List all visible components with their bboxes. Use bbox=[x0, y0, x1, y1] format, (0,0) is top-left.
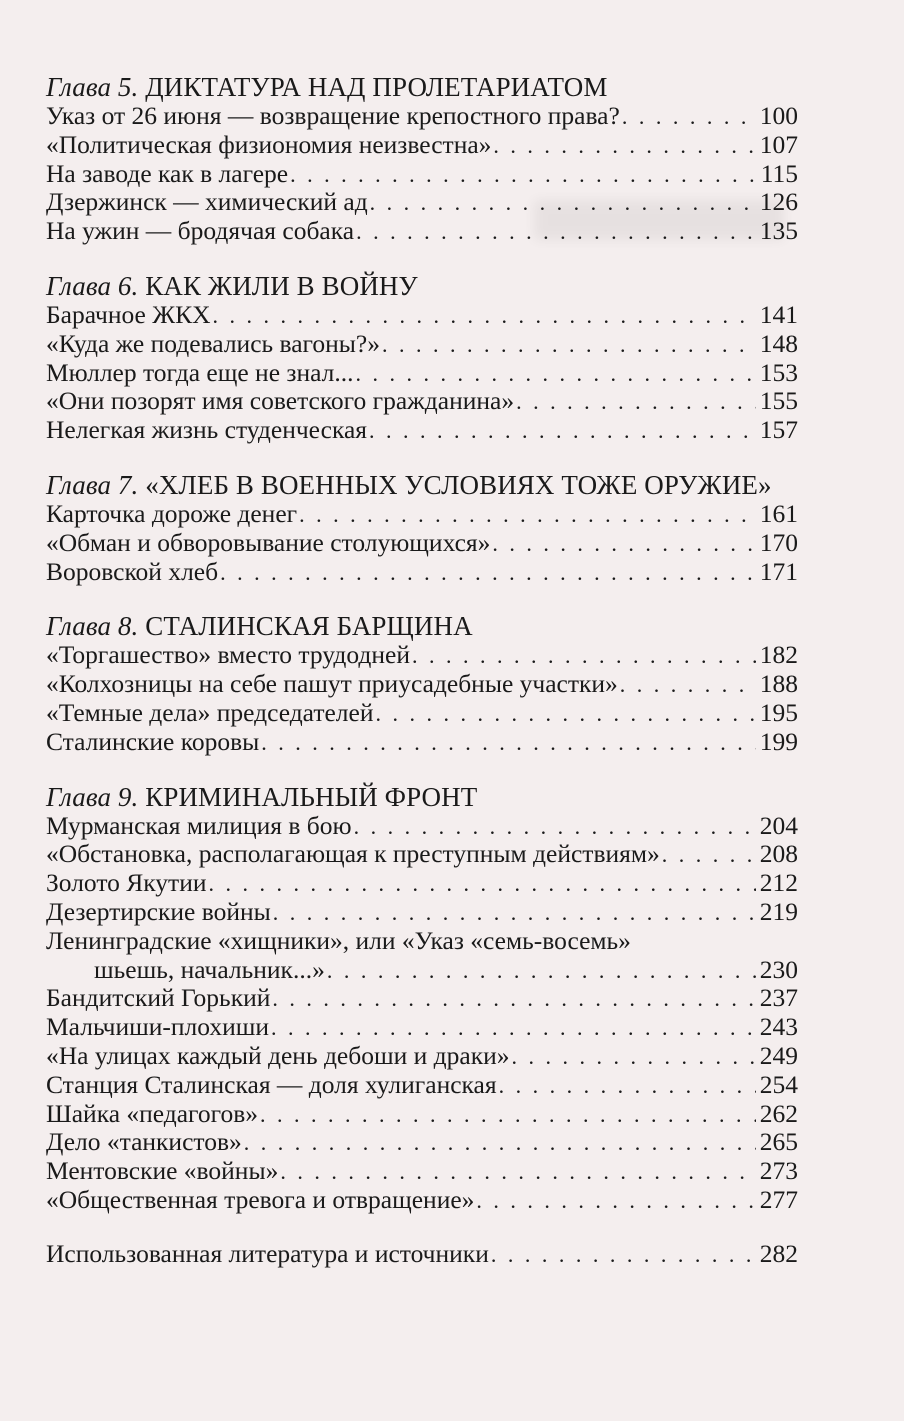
page-number: 265 bbox=[759, 1127, 798, 1157]
toc-entry-continuation bbox=[46, 956, 798, 985]
chapter-title: ДИКТАТУРА НАД ПРОЛЕТАРИАТОМ bbox=[145, 72, 608, 102]
chapter-number: Глава 5. bbox=[46, 72, 139, 102]
page-number: 135 bbox=[759, 216, 798, 246]
toc-entry[interactable] bbox=[46, 984, 798, 1013]
leader-dots bbox=[244, 1129, 756, 1158]
chapter-heading bbox=[46, 782, 798, 812]
entry-title: Шайка «педагогов» bbox=[46, 1098, 258, 1128]
entry-title: «Они позорят имя советского гражданина» bbox=[46, 386, 515, 416]
entry-title: Использованная литература и источники bbox=[46, 1238, 489, 1268]
leader-dots bbox=[622, 103, 756, 132]
entry-title: «На улицах каждый день дебоши и драки» bbox=[46, 1040, 510, 1070]
page-number: 100 bbox=[759, 101, 798, 130]
entry-title: «Общественная тревога и отвращение» bbox=[46, 1184, 475, 1214]
chapter-7 bbox=[46, 470, 798, 586]
entry-title: Воровской хлеб bbox=[46, 556, 219, 586]
toc-entry[interactable] bbox=[46, 1157, 798, 1186]
toc-entry[interactable] bbox=[46, 387, 798, 416]
page-number: 126 bbox=[759, 187, 798, 217]
entry-title: Ментовские «войны» bbox=[46, 1156, 279, 1186]
entry-title: На заводе как в лагере bbox=[46, 158, 289, 188]
toc-entry[interactable] bbox=[46, 641, 798, 670]
leader-dots bbox=[370, 189, 756, 218]
leader-dots bbox=[511, 1043, 755, 1072]
leader-dots bbox=[516, 388, 756, 417]
entry-title: Золото Якутии bbox=[46, 868, 207, 898]
leader-dots bbox=[376, 700, 756, 729]
leader-dots bbox=[369, 417, 756, 446]
page-number: 230 bbox=[759, 954, 798, 984]
page-number: 273 bbox=[759, 1156, 798, 1186]
page-number: 182 bbox=[759, 640, 798, 670]
chapter-heading bbox=[46, 271, 798, 301]
toc-entry[interactable] bbox=[46, 330, 798, 359]
entry-title: «Обстановка, располагающая к преступным действиям» bbox=[46, 839, 660, 869]
entry-title: «Торгашество» вместо трудодней bbox=[46, 640, 411, 670]
toc-entry[interactable] bbox=[46, 728, 798, 757]
leader-dots bbox=[499, 1072, 756, 1101]
page-number: 204 bbox=[759, 810, 798, 840]
toc-entry[interactable] bbox=[46, 416, 798, 445]
toc-entry[interactable] bbox=[46, 1100, 798, 1129]
chapter-number: Глава 9. bbox=[46, 781, 139, 812]
page-number: 254 bbox=[759, 1069, 798, 1099]
toc-entry[interactable] bbox=[46, 359, 798, 388]
leader-dots bbox=[261, 729, 755, 758]
leader-dots bbox=[280, 1158, 755, 1187]
chapter-title: СТАЛИНСКАЯ БАРЩИНА bbox=[145, 611, 473, 642]
leader-dots bbox=[412, 642, 756, 671]
page-number: 107 bbox=[759, 129, 798, 159]
toc-entry[interactable] bbox=[46, 1128, 798, 1157]
leader-dots bbox=[290, 161, 757, 190]
entry-title: Нелегкая жизнь студенческая bbox=[46, 415, 368, 445]
leader-dots bbox=[220, 559, 756, 588]
toc-entry[interactable] bbox=[46, 558, 798, 587]
leader-dots bbox=[354, 813, 756, 842]
leader-dots bbox=[493, 132, 755, 161]
leader-dots bbox=[476, 1187, 755, 1216]
leader-dots bbox=[356, 218, 756, 247]
toc-entry[interactable] bbox=[46, 812, 798, 841]
page-number: 199 bbox=[759, 726, 798, 756]
toc-entry[interactable] bbox=[46, 840, 798, 869]
page-number: 282 bbox=[759, 1238, 798, 1268]
page-number: 262 bbox=[759, 1098, 798, 1128]
toc-entry[interactable] bbox=[46, 188, 798, 217]
toc-entry[interactable] bbox=[46, 670, 798, 699]
entry-title: Карточка дороже денег bbox=[46, 498, 298, 528]
page-number: 212 bbox=[759, 868, 798, 898]
leader-dots bbox=[213, 302, 756, 331]
leader-dots bbox=[356, 360, 756, 389]
entry-title: Сталинские коровы bbox=[46, 726, 260, 756]
chapter-number: Глава 8. bbox=[46, 611, 139, 642]
page-number: 157 bbox=[759, 415, 798, 445]
leader-dots bbox=[491, 1241, 756, 1270]
toc-entry-multiline[interactable] bbox=[46, 927, 798, 985]
toc-entry[interactable] bbox=[46, 500, 798, 529]
page-number: 219 bbox=[759, 896, 798, 926]
chapter-heading bbox=[46, 611, 798, 641]
chapter-number: Глава 7. bbox=[46, 469, 139, 500]
chapter-heading bbox=[46, 72, 798, 102]
entry-title-continuation: шьешь, начальник...» bbox=[94, 954, 325, 984]
entry-title: «Куда же подевались вагоны?» bbox=[46, 328, 380, 358]
entry-title: «Темные дела» председателей bbox=[46, 697, 374, 727]
entry-title: Мальчиши-плохиши bbox=[46, 1012, 270, 1042]
entry-title: Ленинградские «хищники», или «Указ «семь-восемь» bbox=[46, 925, 631, 955]
leader-dots bbox=[299, 501, 756, 530]
page-number: 249 bbox=[759, 1040, 798, 1070]
chapter-6 bbox=[46, 271, 798, 445]
toc-entry[interactable] bbox=[46, 102, 798, 131]
chapter-8 bbox=[46, 611, 798, 756]
entry-title: Станция Сталинская — доля хулиганская bbox=[46, 1069, 497, 1099]
chapter-9 bbox=[46, 782, 798, 1215]
chapter-title: КАК ЖИЛИ В ВОЙНУ bbox=[145, 270, 418, 301]
toc-entry[interactable] bbox=[46, 1071, 798, 1100]
entry-title: Барачное ЖКХ bbox=[46, 299, 211, 329]
entry-title: Дзержинск — химический ад bbox=[46, 187, 368, 217]
page-number: 148 bbox=[759, 328, 798, 358]
chapter-number: Глава 6. bbox=[46, 270, 139, 301]
toc-entry-bibliography[interactable] bbox=[46, 1240, 798, 1269]
toc-entry[interactable] bbox=[46, 529, 798, 558]
page-number: 161 bbox=[759, 498, 798, 528]
toc-entry[interactable] bbox=[46, 1013, 798, 1042]
table-of-contents bbox=[46, 72, 798, 1269]
toc-entry[interactable] bbox=[46, 898, 798, 927]
chapter-title: «ХЛЕБ В ВОЕННЫХ УСЛОВИЯХ ТОЖЕ ОРУЖИЕ» bbox=[145, 469, 772, 500]
leader-dots bbox=[620, 671, 756, 700]
leader-dots bbox=[492, 530, 755, 559]
entry-title: Указ от 26 июня — возвращение крепостного права? bbox=[46, 101, 620, 130]
page-number: 188 bbox=[759, 669, 798, 699]
toc-entry[interactable] bbox=[46, 301, 798, 330]
page-number: 115 bbox=[760, 158, 798, 188]
entry-title: На ужин — бродячая собака bbox=[46, 216, 355, 246]
leader-dots bbox=[260, 1101, 756, 1130]
leader-dots bbox=[273, 899, 756, 928]
toc-entry[interactable] bbox=[46, 699, 798, 728]
page-number: 277 bbox=[759, 1184, 798, 1214]
entry-title: Дезертирские войны bbox=[46, 896, 271, 926]
toc-entry[interactable] bbox=[46, 1186, 798, 1215]
page-number: 155 bbox=[759, 386, 798, 416]
page-number: 171 bbox=[759, 556, 798, 586]
page-number: 208 bbox=[759, 839, 798, 869]
page-number: 153 bbox=[759, 357, 798, 387]
entry-title: Бандитский Горький bbox=[46, 983, 271, 1013]
leader-dots bbox=[208, 870, 755, 899]
toc-entry[interactable] bbox=[46, 869, 798, 898]
leader-dots bbox=[272, 985, 755, 1014]
entry-title: Дело «танкистов» bbox=[46, 1127, 242, 1157]
entry-title: «Обман и обворовывание столующихся» bbox=[46, 527, 491, 557]
chapter-5 bbox=[46, 72, 798, 246]
leader-dots bbox=[271, 1014, 756, 1043]
toc-entry[interactable] bbox=[46, 217, 798, 246]
page-number: 195 bbox=[759, 697, 798, 727]
entry-title: «Политическая физиономия неизвестна» bbox=[46, 129, 492, 159]
entry-title: «Колхозницы на себе пашут приусадебные участки» bbox=[46, 669, 618, 699]
entry-title: Мюллер тогда еще не знал... bbox=[46, 357, 354, 387]
leader-dots bbox=[327, 957, 756, 986]
chapter-heading bbox=[46, 470, 798, 500]
chapter-title: КРИМИНАЛЬНЫЙ ФРОНТ bbox=[145, 781, 478, 812]
leader-dots bbox=[382, 331, 756, 360]
page-number: 141 bbox=[759, 299, 798, 329]
toc-entry[interactable] bbox=[46, 1042, 798, 1071]
toc-entry[interactable] bbox=[46, 160, 798, 189]
entry-title: Мурманская милиция в бою bbox=[46, 810, 352, 840]
page-number: 237 bbox=[759, 983, 798, 1013]
page-number: 170 bbox=[759, 527, 798, 557]
toc-entry[interactable] bbox=[46, 131, 798, 160]
leader-dots bbox=[662, 841, 756, 870]
page-number: 243 bbox=[759, 1012, 798, 1042]
